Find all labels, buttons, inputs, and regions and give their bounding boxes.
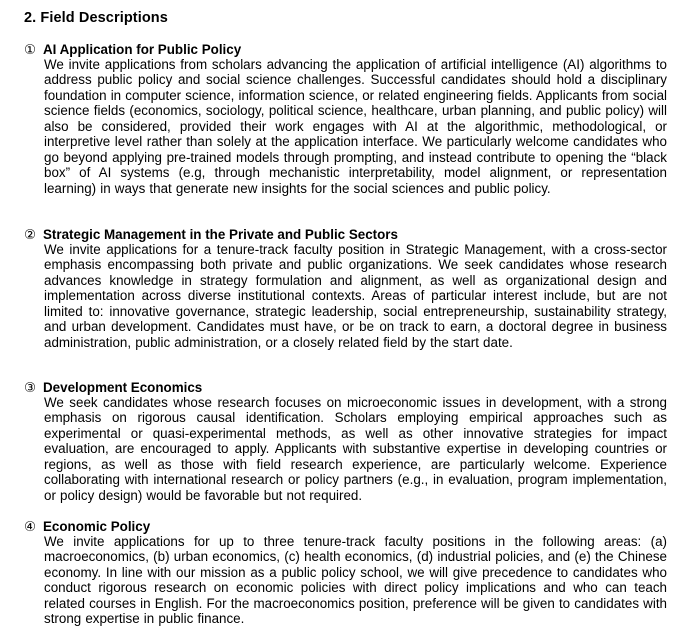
field-description-economic-policy (24, 519, 667, 627)
field-number: ③ (24, 380, 37, 395)
field-number: ② (24, 227, 37, 242)
field-heading (24, 227, 667, 242)
field-body: We invite applications for a tenure-track faculty position in Strategic Management, with a cross-sector emphasis encompassing both private and public organizations. We seek candidates whose research advances knowledge in strategy formulation and alignment, as well as organizational design and implementation across diverse institutional contexts. Areas of particular interest include, but are not limited to: innovative governance, strategic leadership, social entrepreneurship, sustainability strategy, and urban development. Candidates must have, or be on track to earn, a doctoral degree in business administration, public administration, or a closely related field by the start date. (44, 242, 667, 350)
field-title: Development Economics (43, 380, 203, 395)
field-body: We invite applications from scholars advancing the application of artificial intelligence (AI) algorithms to address public policy and social science challenges. Successful candidates should hold a disciplinary foundation in computer science, information science, or related engineering fields. Applicants from social science fields (economics, sociology, political science, healthcare, urban planning, and public policy) will also be considered, provided their work engages with AI at the algorithmic, methodological, or interpretive level rather than solely at the application interface. We particularly welcome candidates who go beyond applying pre-trained models through prompting, and instead contribute to opening the “black box” of AI systems (e.g, through mechanistic interpretability, model alignment, or representation learning) in ways that generate new insights for the social sciences and public policy. (44, 57, 667, 196)
section-title: 2. Field Descriptions (24, 10, 168, 26)
field-title: AI Application for Public Policy (43, 42, 242, 57)
field-title: Economic Policy (43, 519, 151, 534)
field-number: ④ (24, 519, 37, 534)
field-description-ai-policy (24, 42, 667, 196)
field-heading (24, 380, 667, 395)
field-description-development-economics (24, 380, 667, 503)
field-body: We seek candidates whose research focuses on microeconomic issues in development, with a strong emphasis on rigorous causal identification. Scholars employing empirical approaches such as experimental or quasi-experimental methods, as well as other innovative strategies for impact evaluation, are encouraged to apply. Applicants with substantive expertise in developing countries or regions, as well as those with field research experience, are particularly welcome. Experience collaborating with international research or policy partners (e.g., in evaluation, program implementation, or policy design) would be favorable but not required. (44, 395, 667, 503)
field-number: ① (24, 42, 37, 57)
field-title: Strategic Management in the Private and Public Sectors (43, 227, 398, 242)
field-description-strategic-management (24, 227, 667, 350)
field-body: We invite applications for up to three tenure-track faculty positions in the following areas: (a) macroeconomics, (b) urban economics, (c) health economics, (d) industrial policies, and (e) the Chinese economy. In line with our mission as a public policy school, we will give precedence to candidates who conduct rigorous research on economic policies with direct policy implications and who can teach related courses in English. For the macroeconomics position, preference will be given to candidates with strong expertise in public finance. (44, 534, 667, 627)
field-heading (24, 519, 667, 534)
field-heading (24, 42, 667, 57)
